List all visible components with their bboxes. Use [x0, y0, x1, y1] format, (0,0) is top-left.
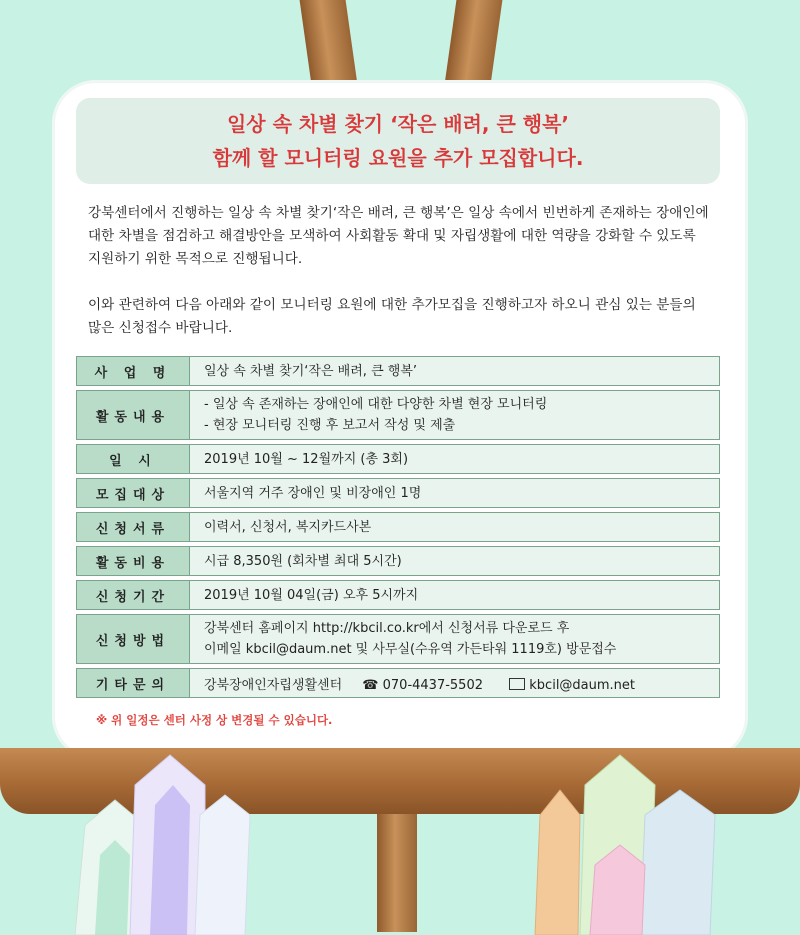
row-value-line: 강북센터 홈페이지 http://kbcil.co.kr에서 신청서류 다운로드 후: [204, 621, 570, 636]
row-label: 신청서류: [76, 512, 190, 542]
mail-icon: [509, 678, 525, 690]
row-value: [190, 478, 720, 508]
row-label: 활동내용: [76, 390, 190, 440]
title-line-2: 함께 할 모니터링 요원을 추가 모집합니다.: [212, 146, 584, 170]
crystal-decoration-left: [55, 745, 295, 935]
contact-org: 강북장애인자립생활센터: [204, 677, 343, 693]
row-value-line: 시급 8,350원 (회차별 최대 5시간): [204, 553, 402, 569]
row-value-contact: [190, 668, 720, 698]
row-value-line: 서울지역 거주 장애인 및 비장애인 1명: [204, 485, 422, 501]
row-value-line: 일상 속 차별 찾기‘작은 배려, 큰 행복’: [204, 363, 418, 379]
info-table: [76, 352, 720, 702]
notice-text: ※ 위 일정은 센터 사정 상 변경될 수 있습니다.: [96, 713, 333, 727]
crystal-decoration-right: [530, 745, 760, 935]
row-value: [190, 444, 720, 474]
row-label: 신청방법: [76, 614, 190, 664]
title-box: [76, 98, 720, 184]
table-row: [76, 580, 720, 610]
row-value: [190, 546, 720, 576]
contact-phone: 070-4437-5502: [382, 677, 483, 693]
row-value-line: 이력서, 신청서, 복지카드사본: [204, 519, 372, 535]
table-row: [76, 546, 720, 576]
row-value: [190, 390, 720, 440]
row-value: [190, 580, 720, 610]
table-row: [76, 444, 720, 474]
row-value: [190, 512, 720, 542]
row-label: 사 업 명: [76, 356, 190, 386]
row-value: [190, 356, 720, 386]
table-row: [76, 478, 720, 508]
table-row: [76, 390, 720, 440]
row-label: 신청기간: [76, 580, 190, 610]
row-label: 활동비용: [76, 546, 190, 576]
row-value-line: 2019년 10월 ~ 12월까지 (총 3회): [204, 451, 409, 467]
easel-leg-bottom: [377, 800, 417, 932]
table-row: [76, 356, 720, 386]
row-label: 모집대상: [76, 478, 190, 508]
phone-icon: ☎: [362, 677, 379, 693]
table-row: [76, 512, 720, 542]
row-value-line: - 현장 모니터링 진행 후 보고서 작성 및 제출: [204, 418, 456, 433]
row-label: 일 시: [76, 444, 190, 474]
contact-email: kbcil@daum.net: [529, 677, 636, 693]
row-value-line: - 일상 속 존재하는 장애인에 대한 다양한 차별 현장 모니터링: [204, 397, 548, 412]
row-label: 기타문의: [76, 668, 190, 698]
table-row: [76, 614, 720, 664]
row-value-line: 이메일 kbcil@daum.net 및 사무실(수유역 가든타워 1119호) 방문접수: [204, 642, 617, 657]
table-row-contact: [76, 668, 720, 698]
intro-text: [88, 202, 710, 363]
intro-paragraph-1: 강북센터에서 진행하는 일상 속 차별 찾기‘작은 배려, 큰 행복’은 일상 속에서 빈번하게 존재하는 장애인에 대한 차별을 점검하고 해결방안을 모색하여 사회활동 확대 및 자립생활에 대한 역량을 강화할 수 있도록 지원하기 위한 목적으로 진행됩니다.: [88, 205, 709, 267]
intro-paragraph-2: 이와 관련하여 다음 아래와 같이 모니터링 요원에 대한 추가모집을 진행하고자 하오니 관심 있는 분들의 많은 신청접수 바랍니다.: [88, 297, 696, 336]
row-value: [190, 614, 720, 664]
row-value-line: 2019년 10월 04일(금) 오후 5시까지: [204, 587, 419, 603]
title-line-1: 일상 속 차별 찾기 ‘작은 배려, 큰 행복’: [226, 112, 569, 136]
